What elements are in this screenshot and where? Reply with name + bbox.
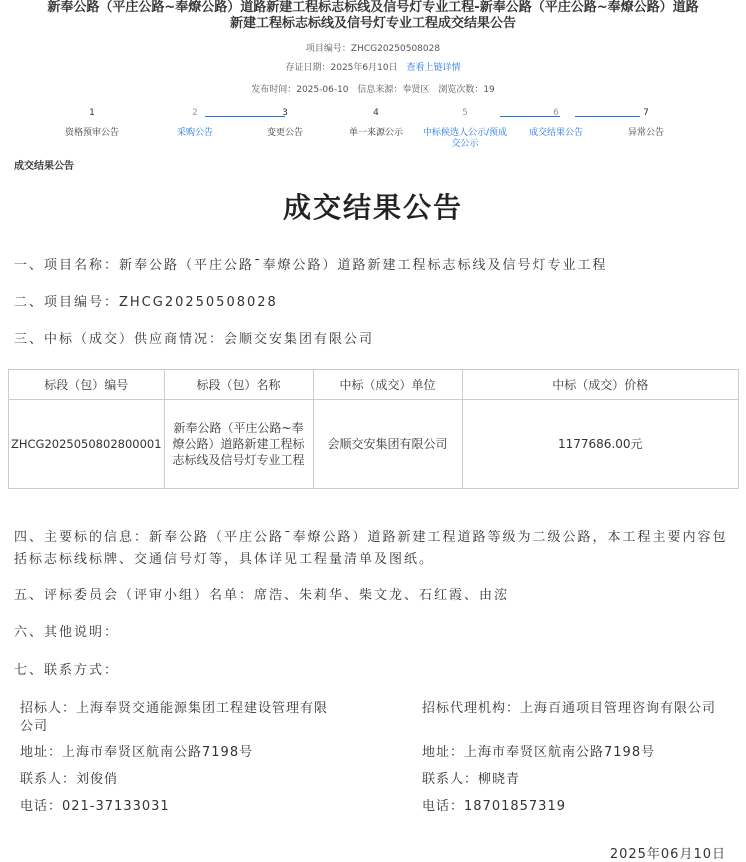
step-prequalification[interactable]: 1 资格预审公告 — [64, 108, 119, 138]
project-number-line — [0, 41, 746, 54]
table-header-row — [9, 370, 739, 400]
item-committee: 五、评标委员会（评审小组）名单：席浩、朱莉华、柴文龙、石红霞、由浤 — [14, 588, 510, 603]
project-number: 项目编号：ZHCG20250508028 — [305, 44, 441, 54]
tenderer-phone: 电话：021-37133031 — [20, 799, 170, 814]
page-header-title — [0, 0, 746, 32]
cell-lot-name: 新奉公路（平庄公路~奉燎公路）道路新建工程标志标线及信号灯专业工程 — [164, 400, 313, 489]
info-source: 信息来源：奉贤区 — [357, 85, 430, 95]
step-candidate-publicity[interactable]: 5 中标候选人公示/预成交公示 — [422, 108, 508, 149]
cell-lot-number: ZHCG2025050802800001 — [9, 400, 165, 489]
page-title: 成交结果公告 — [282, 191, 463, 224]
header-title-line2: 新建工程标志标线及信号灯专业工程成交结果公告 — [229, 16, 516, 31]
item-main-info: 四、主要标的信息：新奉公路（平庄公路¯奉燎公路）道路新建工程道路等级为二级公路，本工程主要内容包括标志标线标牌、交通信号灯等，具体详见工程量清单及图纸。 — [14, 530, 728, 567]
publish-date: 2025年06月10日 — [609, 847, 726, 862]
item-other-notes: 六、其他说明： — [14, 625, 120, 640]
item-project-name: 一、项目名称：新奉公路（平庄公路¯奉燎公路）道路新建工程标志标线及信号灯专业工程 — [14, 258, 608, 273]
cell-price: 1177686.00元 — [462, 400, 738, 489]
publish-time: 发布时间：2025-06-10 — [251, 85, 349, 95]
result-table — [8, 369, 739, 489]
deposit-line — [0, 60, 746, 73]
step-change-notice[interactable]: 3 变更公告 — [266, 108, 303, 138]
view-chain-details-link[interactable]: 查看上链详情 — [406, 63, 461, 73]
step-result-notice[interactable]: 6 成交结果公告 — [528, 108, 583, 138]
agency-address: 地址：上海市奉贤区航南公路7198号 — [422, 745, 656, 760]
table-row — [9, 400, 739, 489]
deposit-date: 存证日期：2025年6月10日 — [285, 63, 398, 73]
col-price: 中标（成交）价格 — [462, 370, 738, 400]
agency-phone: 电话：18701857319 — [422, 799, 566, 814]
tenderer-address: 地址：上海市奉贤区航南公路7198号 — [20, 745, 254, 760]
procurement-progress-steps — [30, 108, 730, 158]
view-count: 浏览次数：19 — [438, 85, 495, 95]
tenderer-contact-person: 联系人：刘俊俏 — [20, 772, 119, 787]
step-single-source[interactable]: 4 单一来源公示 — [348, 108, 403, 138]
section-tag: 成交结果公告 — [14, 161, 74, 172]
item-project-number: 二、项目编号：ZHCG20250508028 — [14, 295, 278, 310]
header-title-line1: 新奉公路（平庄公路~奉燎公路）道路新建工程标志标线及信号灯专业工程-新奉公路（平庄公路~奉燎公路）道路 — [47, 0, 699, 15]
step-exception-notice[interactable]: 7 异常公告 — [627, 108, 664, 138]
item-supplier-info: 三、中标（成交）供应商情况：会顺交安集团有限公司 — [14, 332, 375, 347]
col-lot-name: 标段（包）名称 — [164, 370, 313, 400]
step-procurement-notice[interactable]: 2 采购公告 — [176, 108, 213, 138]
col-lot-number: 标段（包）编号 — [9, 370, 165, 400]
agency-org: 招标代理机构：上海百通项目管理咨询有限公司 — [422, 701, 717, 716]
agency-contact-person: 联系人：柳晓青 — [422, 772, 521, 787]
col-winning-unit: 中标（成交）单位 — [313, 370, 462, 400]
item-contact-heading: 七、联系方式： — [14, 663, 120, 678]
tenderer-org: 招标人：上海奉贤交通能源集团工程建设管理有限公司 — [20, 701, 329, 734]
publish-info-line — [0, 82, 746, 95]
cell-winning-unit: 会顺交安集团有限公司 — [313, 400, 462, 489]
